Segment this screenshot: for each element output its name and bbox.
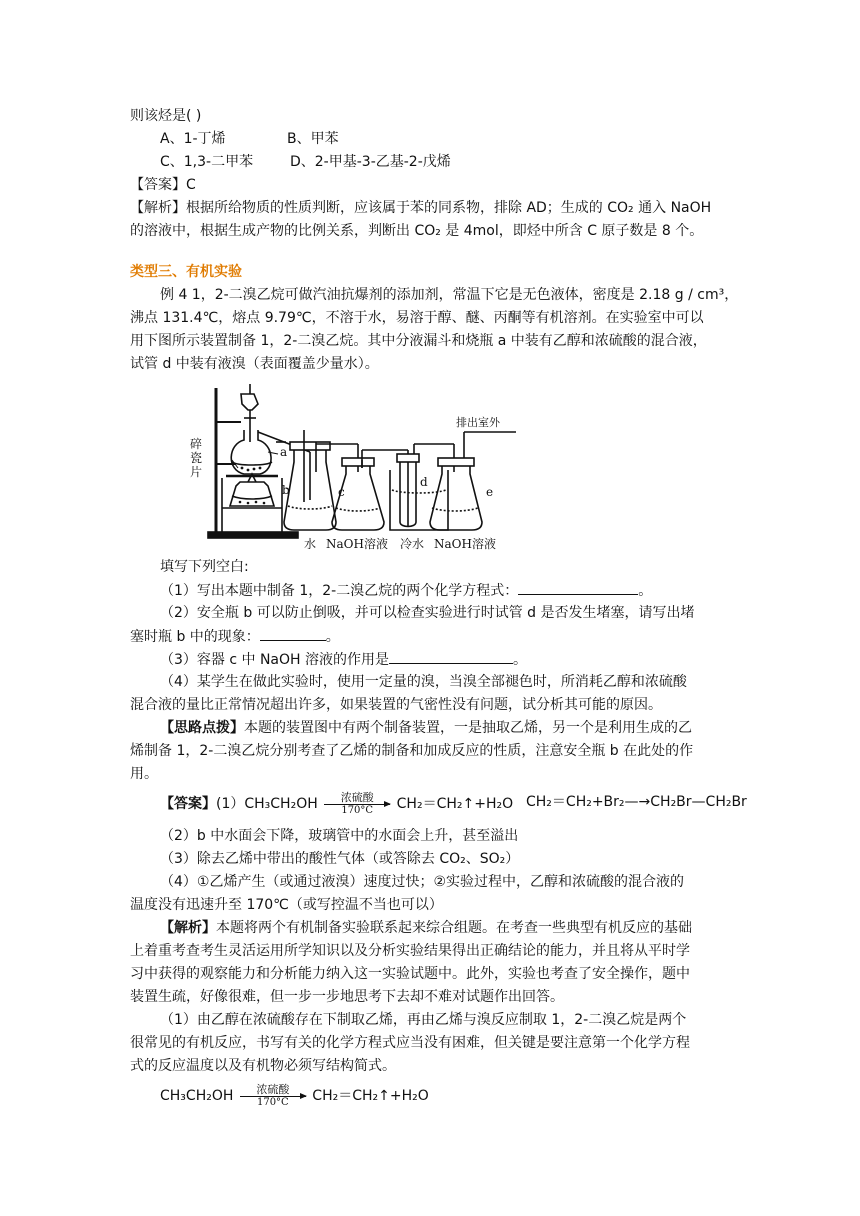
answer-2-equations [160,792,513,818]
q2-end: 。 [325,629,340,645]
answer-2-a4-line1: （4）①乙烯产生（或通过液溴）速度过快；②实验过程中，乙醇和浓硫酸的混合液的 [160,874,685,890]
label-b: b [282,483,290,497]
q3-blank [389,649,513,664]
example-line4: 试管 d 中装有液溴（表面覆盖少量水）。 [130,356,379,372]
answer-label: 【答案】 [130,177,186,193]
label-cold-water: 冷水 [400,537,425,551]
eq2: CH₂＝CH₂+Br₂—→CH₂Br—CH₂Br [526,794,747,810]
fill-q1 [160,580,652,601]
analysis-label: 【解析】 [130,200,186,216]
eq1-reactant: (1）CH₃CH₂OH [216,796,318,812]
answer-2-a4-line2: 温度没有迅速升至 170℃（或写控温不当也可以） [130,897,443,913]
analysis-2-line4: 装置生疏，好像很难，但一步一步地思考下去却不难对试题作出回答。 [130,989,564,1005]
fill-q3 [160,649,527,670]
q2-blank [260,626,326,641]
fill-q2-line2 [130,626,340,647]
label-water: 水 [304,537,317,551]
analysis-2-line2: 上着重考查考生灵活运用所学知识以及分析实验结果得出正确结论的能力，并且将从平时学 [130,943,690,959]
eq1-arrow [324,792,390,816]
label-suipian-1: 碎 [190,437,203,451]
analysis-2-p2-line3: 式的反应温度以及有机物必须写结构简式。 [130,1058,396,1074]
question-intro: 则该烃是( ) [130,108,202,124]
eq1-cond-bot: 170°C [341,805,374,816]
option-c: C、1,3-二甲苯 [160,154,254,170]
final-eq-reactant: CH₃CH₂OH [160,1088,234,1104]
q1-text: （1）写出本题中制备 1，2-二溴乙烷的两个化学方程式： [160,583,519,599]
q2-text: 塞时瓶 b 中的现象： [130,629,260,645]
analysis-2-text: 本题将两个有机制备实验联系起来综合组题。在考查一些典型有机反应的基础 [216,920,692,936]
option-b: B、甲苯 [287,131,339,147]
hint-line1 [160,718,692,738]
fill-q2-line1: （2）安全瓶 b 可以防止倒吸，并可以检查实验进行时试管 d 是否发生堵塞，请写出堵 [160,605,695,621]
label-e: e [486,485,494,499]
analysis-text: 根据所给物质的性质判断，应该属于苯的同系物，排除 AD；生成的 CO₂ 通入 NaOH [186,200,712,216]
label-c: c [338,485,345,499]
label-a: a [280,445,288,459]
final-eq-arrow [240,1084,306,1108]
label-suipian-3: 片 [190,465,203,479]
label-d: d [420,475,428,489]
final-eq-cond-top: 浓硫酸 [256,1083,290,1096]
answer-1 [130,175,196,195]
option-a: A、1-丁烯 [160,131,226,147]
final-eq-product: CH₂＝CH₂↑+H₂O [312,1088,429,1104]
answer-2-a3: （3）除去乙烯中带出的酸性气体（或答除去 CO₂、SO₂） [160,851,520,867]
answer-2-label: 【答案】 [160,796,216,812]
hint-label: 【思路点拨】 [160,720,244,736]
stand-base [208,532,298,538]
label-suipian-2: 瓷 [190,451,203,465]
apparatus-diagram [186,382,722,552]
eq1-product: CH₂＝CH₂↑+H₂O [396,796,514,812]
label-naoh-c: NaOH溶液 [326,537,388,551]
alcohol-lamp [230,482,274,506]
final-equation [160,1084,429,1110]
container-e [430,462,482,530]
q3-text: （3）容器 c 中 NaOH 溶液的作用是 [160,652,390,668]
analysis-1-line1 [130,198,711,218]
fill-q4-line2: 混合液的量比正常情况超出许多，如果装置的气密性没有问题，试分析其可能的原因。 [130,697,662,713]
example-line3: 用下图所示装置制备 1，2-二溴乙烷。其中分液漏斗和烧瓶 a 中装有乙醇和浓硫酸的混合液， [130,333,707,349]
eq1-cond-top: 浓硫酸 [340,791,374,804]
hint-text: 本题的装置图中有两个制备装置，一是抽取乙烯，另一个是利用生成的乙 [244,720,692,736]
analysis-2-line1 [160,918,692,938]
example-line2: 沸点 131.4℃，熔点 9.79℃，不溶于水，易溶于醇、醚、丙酮等有机溶剂。在实验室中可以 [130,310,704,326]
q3-end: 。 [513,652,528,668]
dropping-funnel [241,394,258,410]
analysis-2-line3: 习中获得的观察能力和分析能力纳入这一实验试题中。此外，实验也考查了安全操作，题中 [130,966,690,982]
example-line1: 例 4 1，2-二溴乙烷可做汽油抗爆剂的添加剂，常温下它是无色液体，密度是 2.18 g / cm³， [160,287,739,303]
label-naoh-e: NaOH溶液 [434,537,496,551]
answer-2-a2: （2）b 中水面会下降，玻璃管中的水面会上升，甚至溢出 [160,828,519,844]
analysis-2-label: 【解析】 [160,920,216,936]
hint-line3: 用。 [130,766,158,782]
section-title: 类型三、有机实验 [130,264,242,280]
answer-value: C [186,177,196,193]
analysis-1-line2: 的溶液中，根据生成产物的比例关系，判断出 CO₂ 是 4mol，即烃中所含 C 原子数是 8 个。 [130,223,704,239]
q1-end: 。 [638,583,653,599]
option-d: D、2-甲基-3-乙基-2-戊烯 [290,154,451,170]
q1-blank [518,580,638,595]
final-eq-cond-bot: 170°C [256,1097,289,1108]
analysis-2-p2-line2: 很常见的有机反应，书写有关的化学方程式应当没有困难，但关键是要注意第一个化学方程 [130,1035,690,1051]
fill-q4-line1: （4）某学生在做此实验时，使用一定量的溴，当溴全部褪色时，所消耗乙醇和浓硫酸 [160,674,687,690]
analysis-2-p2-line1: （1）由乙醇在浓硫酸存在下制取乙烯，再由乙烯与溴反应制取 1，2-二溴乙烷是两个 [160,1012,687,1028]
hint-line2: 烯制备 1，2-二溴乙烷分别考查了乙烯的制备和加成反应的性质，注意安全瓶 b 在此处的作 [130,743,694,759]
fill-intro: 填写下列空白: [160,559,249,575]
label-exhaust: 排出室外 [456,416,500,429]
cold-water-beaker [390,470,448,530]
